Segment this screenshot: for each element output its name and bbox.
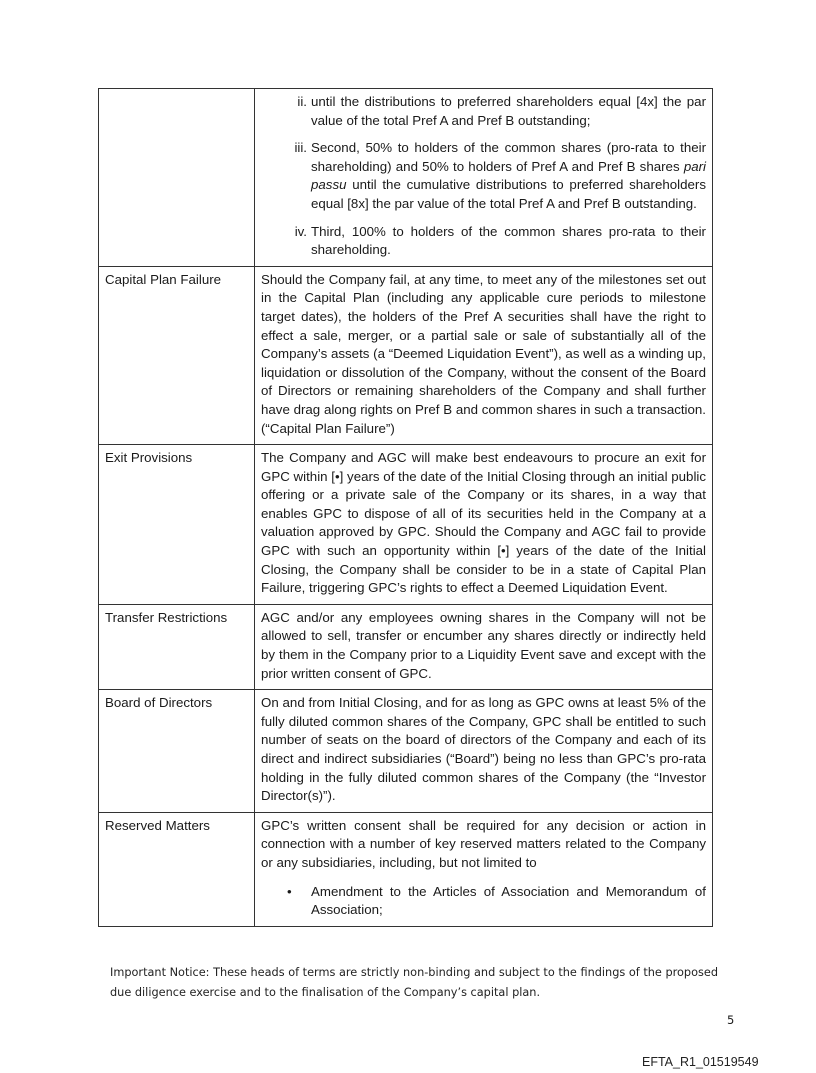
important-notice: Important Notice: These heads of terms are strictly non-binding and subject to the findings of the proposed due diligence exercise and to the finalisation of the Company’s capital plan.	[110, 966, 719, 999]
table-row	[99, 812, 713, 926]
item-number: iv.	[294, 223, 307, 239]
bullet-text: Amendment to the Articles of Association and Memorandum of Association;	[311, 883, 706, 918]
row-label: Exit Provisions	[99, 445, 255, 605]
reserved-matters-cell	[255, 812, 713, 926]
table-row	[99, 266, 713, 444]
row-label: Capital Plan Failure	[99, 266, 255, 444]
list-item	[287, 883, 706, 920]
list-item	[287, 223, 706, 260]
item-number: ii.	[297, 94, 307, 109]
row-label: Board of Directors	[99, 690, 255, 813]
document-id: EFTA_R1_01519549	[642, 1055, 759, 1069]
table-row	[99, 604, 713, 689]
table-row	[99, 690, 713, 813]
row-text: On and from Initial Closing, and for as long as GPC owns at least 5% of the fully diluted common shares of the Company, GPC shall be entitled to such number of seats on the board of directors of the Company and each of its direct and indirect subsidiaries (“Board”) being no less than GPC’s pro-rata holding in the fully diluted common shares of the Company (the “Investor Director(s)”).	[255, 690, 713, 813]
distribution-cell	[255, 89, 713, 267]
table-row	[99, 89, 713, 267]
row-label-empty	[99, 89, 255, 267]
table-row	[99, 445, 713, 605]
item-text-post: until the cumulative distributions to preferred shareholders equal [8x] the par value of the total Pref A and Pref B outstanding.	[311, 177, 706, 211]
item-number: iii.	[294, 140, 307, 156]
list-item	[287, 93, 706, 130]
item-text: Third, 100% to holders of the common shares pro-rata to their shareholding.	[311, 223, 706, 258]
list-item	[287, 139, 706, 213]
distribution-list	[261, 93, 706, 260]
page-number: 5	[727, 1013, 735, 1027]
item-text: until the distributions to preferred shareholders equal [4x] the par value of the total Pref A and Pref B outstanding;	[311, 94, 706, 128]
row-text: Should the Company fail, at any time, to meet any of the milestones set out in the Capital Plan (including any applicable cure periods to milestone target dates), the holders of the Pref A securities shall have the right to effect a sale, merger, or a partial sale or sale of substantially all of the Company’s assets (a “Deemed Liquidation Event”), as well as a winding up, liquidation or dissolution of the Company, without the consent of the Board of Directors or remaining shareholders of the Company and shall further have drag along rights on Pref B and common shares in such a transaction. (“Capital Plan Failure”)	[255, 266, 713, 444]
row-text: The Company and AGC will make best endeavours to procure an exit for GPC within [•] years of the date of the Initial Closing through an initial public offering or a private sale of the Company or its shares, in a way that enables GPC to dispose of all of its securities held in the Company at a valuation approved by GPC. Should the Company and AGC fail to provide GPC with such an opportunity within [•] years of the date of the Initial Closing, the Company shall be consider to be in a state of Capital Plan Failure, triggering GPC’s rights to effect a Deemed Liquidation Event.	[255, 445, 713, 605]
item-text-pre: Second, 50% to holders of the common shares (pro-rata to their shareholding) and 50% to holders of Pref A and Pref B shares	[311, 140, 706, 174]
row-text: GPC’s written consent shall be required for any decision or action in connection with a number of key reserved matters related to the Company or any subsidiaries, including, but not limited to	[261, 817, 706, 870]
heads-of-terms-table	[98, 88, 713, 927]
bullet-icon: •	[287, 883, 292, 899]
row-label: Transfer Restrictions	[99, 604, 255, 689]
item-text-italic: pari passu	[311, 158, 706, 193]
row-label: Reserved Matters	[99, 812, 255, 926]
reserved-matters-list	[261, 883, 706, 920]
row-text: AGC and/or any employees owning shares in the Company will not be allowed to sell, transfer or encumber any shares directly or indirectly held by them in the Company prior to a Liquidity Event save and except with the prior written consent of GPC.	[255, 604, 713, 689]
